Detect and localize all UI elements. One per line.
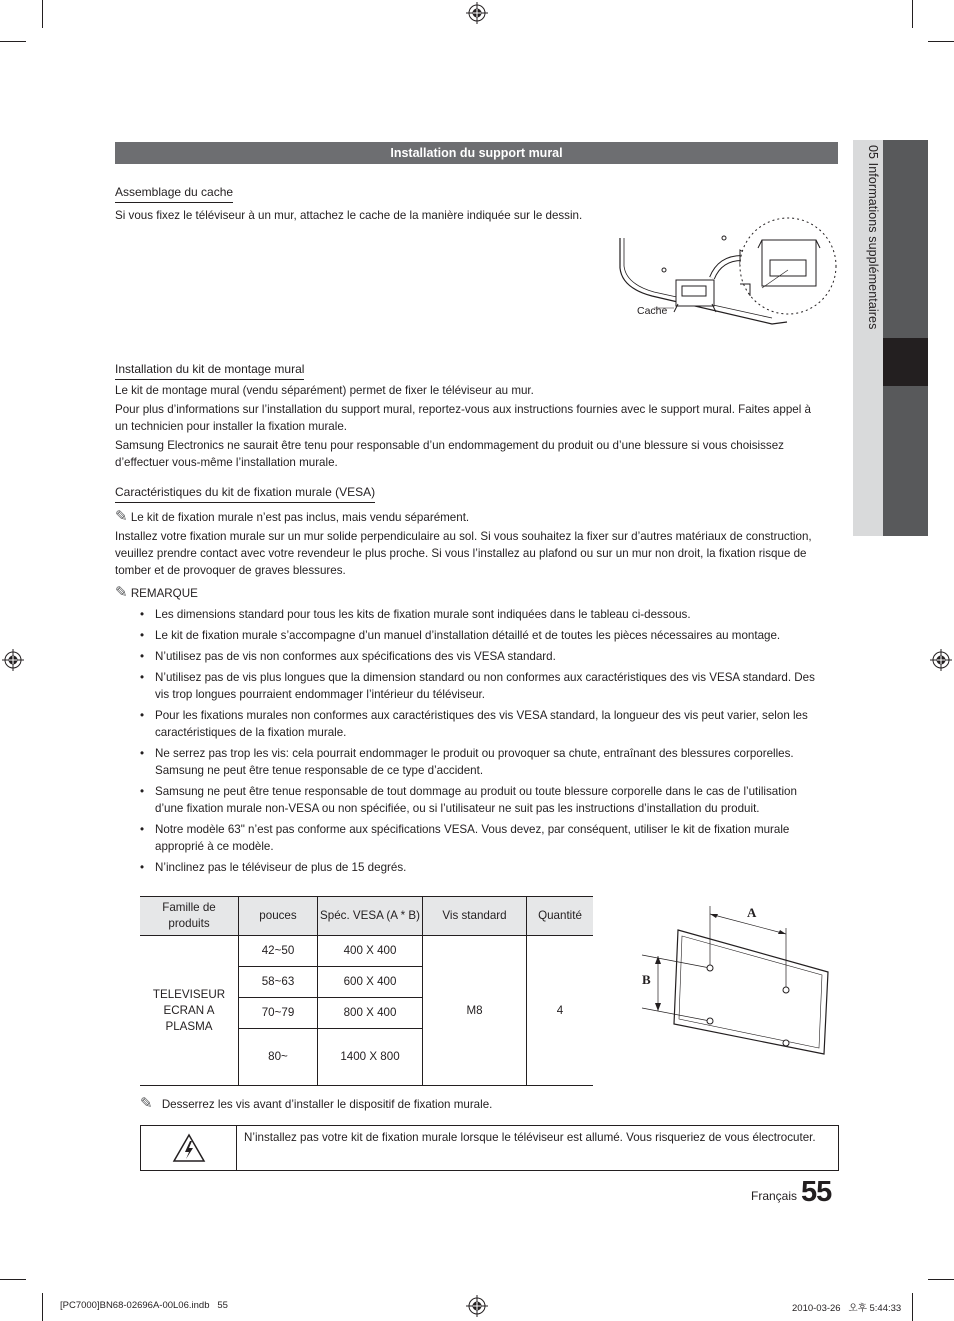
kit-paragraph: Pour plus d’informations sur l’installation du support mural, reportez-vous aux instructions fournies avec le support mural. Faites appel à un technicien pour installer la fixation murale. bbox=[115, 403, 811, 433]
cache-title: Assemblage du cache bbox=[115, 185, 233, 203]
list-item: • N’utilisez pas de vis non conformes aux spécifications des vis VESA standard. bbox=[140, 648, 827, 665]
chapter-label: 05 Informations supplémentaires bbox=[866, 145, 880, 330]
table-cell: 80~ bbox=[239, 1029, 318, 1086]
table-header: Famille de produits bbox=[140, 897, 239, 936]
crop-mark bbox=[0, 1279, 26, 1280]
table-row bbox=[140, 936, 593, 967]
registration-mark-icon bbox=[930, 649, 952, 671]
table-note-text: Desserrez les vis avant d’installer le dispositif de fixation murale. bbox=[161, 1098, 493, 1111]
cache-text: Si vous fixez le téléviseur à un mur, attachez le cache de la manière indiquée sur le dessin. bbox=[115, 209, 583, 222]
remark-list bbox=[140, 606, 827, 876]
crop-mark bbox=[0, 41, 26, 42]
section-banner: Installation du support mural bbox=[115, 142, 838, 164]
list-item: • Ne serrez pas trop les vis: cela pourrait endommager le produit ou provoquer sa chute, entraînant des blessures corporelles. Samsung ne peut être tenue responsable de ce type d’accident. bbox=[140, 745, 827, 779]
vesa-body bbox=[115, 508, 827, 880]
chapter-tab-marker bbox=[883, 338, 928, 386]
crop-mark bbox=[912, 0, 913, 28]
timestamp-slug: 2010-03-26 오후 5:44:33 bbox=[792, 1303, 902, 1314]
kit-paragraph: Samsung Electronics ne saurait être tenu pour responsable d’un endommagement du produit ou d’une blessure si vous choisissez d’effectuer vous-même l’installation murale. bbox=[115, 439, 784, 469]
crop-mark bbox=[928, 41, 954, 42]
pencil-icon: ✎ bbox=[140, 1095, 153, 1112]
registration-mark-icon bbox=[2, 649, 24, 671]
table-header: pouces bbox=[239, 897, 318, 936]
cache-section bbox=[115, 183, 233, 203]
family-cell bbox=[140, 936, 239, 1086]
crop-mark bbox=[912, 1293, 913, 1321]
language-label: Français bbox=[751, 1189, 798, 1203]
list-item: • Les dimensions standard pour tous les kits de fixation murale sont indiquées dans le tableau ci-dessous. bbox=[140, 606, 827, 623]
table-cell: 400 X 400 bbox=[318, 936, 423, 967]
list-item: • N’utilisez pas de vis plus longues que la dimension standard ou non conformes aux caractéristiques des vis VESA standard. Des vis trop longues pourraient endommager l’intérieur du téléviseur. bbox=[140, 669, 827, 703]
family-text: TELEVISEUR ECRAN A PLASMA bbox=[152, 987, 226, 1033]
page-number: 55 bbox=[801, 1176, 832, 1208]
table-header-row bbox=[140, 897, 593, 936]
table-header: Spéc. VESA (A * B) bbox=[318, 897, 423, 936]
pencil-icon: ✎ bbox=[115, 584, 128, 601]
table-header: Vis standard bbox=[423, 897, 527, 936]
table-cell: 42~50 bbox=[239, 936, 318, 967]
kit-paragraph: Le kit de montage mural (vendu séparément) permet de fixer le téléviseur au mur. bbox=[115, 384, 534, 397]
crop-mark bbox=[928, 1279, 954, 1280]
remark-label: REMARQUE bbox=[130, 587, 198, 600]
table-cell: 1400 X 800 bbox=[318, 1029, 423, 1086]
vesa-section bbox=[115, 483, 375, 503]
vesa-title: Caractéristiques du kit de fixation murale (VESA) bbox=[115, 485, 375, 503]
table-note bbox=[140, 1095, 740, 1113]
vesa-dimension-diagram bbox=[638, 900, 838, 1060]
dimension-b-label: B bbox=[642, 972, 651, 987]
registration-mark-icon bbox=[466, 2, 488, 24]
remark-heading bbox=[115, 584, 827, 602]
vesa-table bbox=[140, 896, 593, 1086]
dimension-a-label: A bbox=[747, 905, 757, 920]
vesa-note bbox=[115, 508, 827, 526]
table-cell: 70~79 bbox=[239, 998, 318, 1029]
vesa-paragraph: Installez votre fixation murale sur un mur solide perpendiculaire au sol. Si vous souhaitez la fixer sur d’autres matériaux de construction, veuillez prendre contact avec votre revendeur le plus proche. Si vous l’installez au plafond ou sur un mur non droit, la fixation risque de tomber et de provoquer de graves blessures. bbox=[115, 530, 812, 577]
kit-title: Installation du kit de montage mural bbox=[115, 362, 304, 380]
vesa-note-text: Le kit de fixation murale n’est pas inclus, mais vendu séparément. bbox=[130, 511, 470, 524]
table-cell: 4 bbox=[527, 936, 594, 1086]
warning-box bbox=[140, 1125, 839, 1171]
warning-icon-cell bbox=[141, 1126, 237, 1170]
list-item: • Le kit de fixation murale s’accompagne d’un manuel d’installation détaillé et de toutes les pièces nécessaires au montage. bbox=[140, 627, 827, 644]
list-item: • Pour les fixations murales non conformes aux caractéristiques des vis VESA standard, la longueur des vis peut varier, selon les caractéristiques de la fixation murale. bbox=[140, 707, 827, 741]
warning-text: N’installez pas votre kit de fixation murale lorsque le téléviseur est allumé. Vous risqueriez de vous électrocuter. bbox=[244, 1131, 816, 1144]
cache-label: Cache bbox=[637, 305, 668, 317]
crop-mark bbox=[42, 1293, 43, 1321]
registration-mark-icon bbox=[466, 1295, 488, 1317]
pencil-icon: ✎ bbox=[115, 508, 128, 525]
table-cell: 800 X 400 bbox=[318, 998, 423, 1029]
list-item: • Notre modèle 63" n’est pas conforme aux spécifications VESA. Vous devez, par conséquent, utiliser le kit de fixation murale approprié à ce modèle. bbox=[140, 821, 827, 855]
kit-section bbox=[115, 360, 304, 380]
list-item: • Samsung ne peut être tenue responsable de tout dommage au produit ou toute blessure corporelle dans le cas de l’utilisation d’une fixation murale non-VESA ou non spécifiée, ou si l’utilisateur ne suit pas les instructions d’installation du produit. bbox=[140, 783, 827, 817]
table-header: Quantité bbox=[527, 897, 594, 936]
table-cell: 600 X 400 bbox=[318, 967, 423, 998]
table-cell: 58~63 bbox=[239, 967, 318, 998]
table-cell: M8 bbox=[423, 936, 527, 1086]
crop-mark bbox=[42, 0, 43, 28]
kit-body bbox=[115, 382, 827, 471]
file-slug: [PC7000]BN68-02696A-00L06.indb 55 bbox=[60, 1300, 228, 1311]
list-item: • N’inclinez pas le téléviseur de plus de 15 degrés. bbox=[140, 859, 827, 876]
warning-icon bbox=[172, 1133, 206, 1163]
